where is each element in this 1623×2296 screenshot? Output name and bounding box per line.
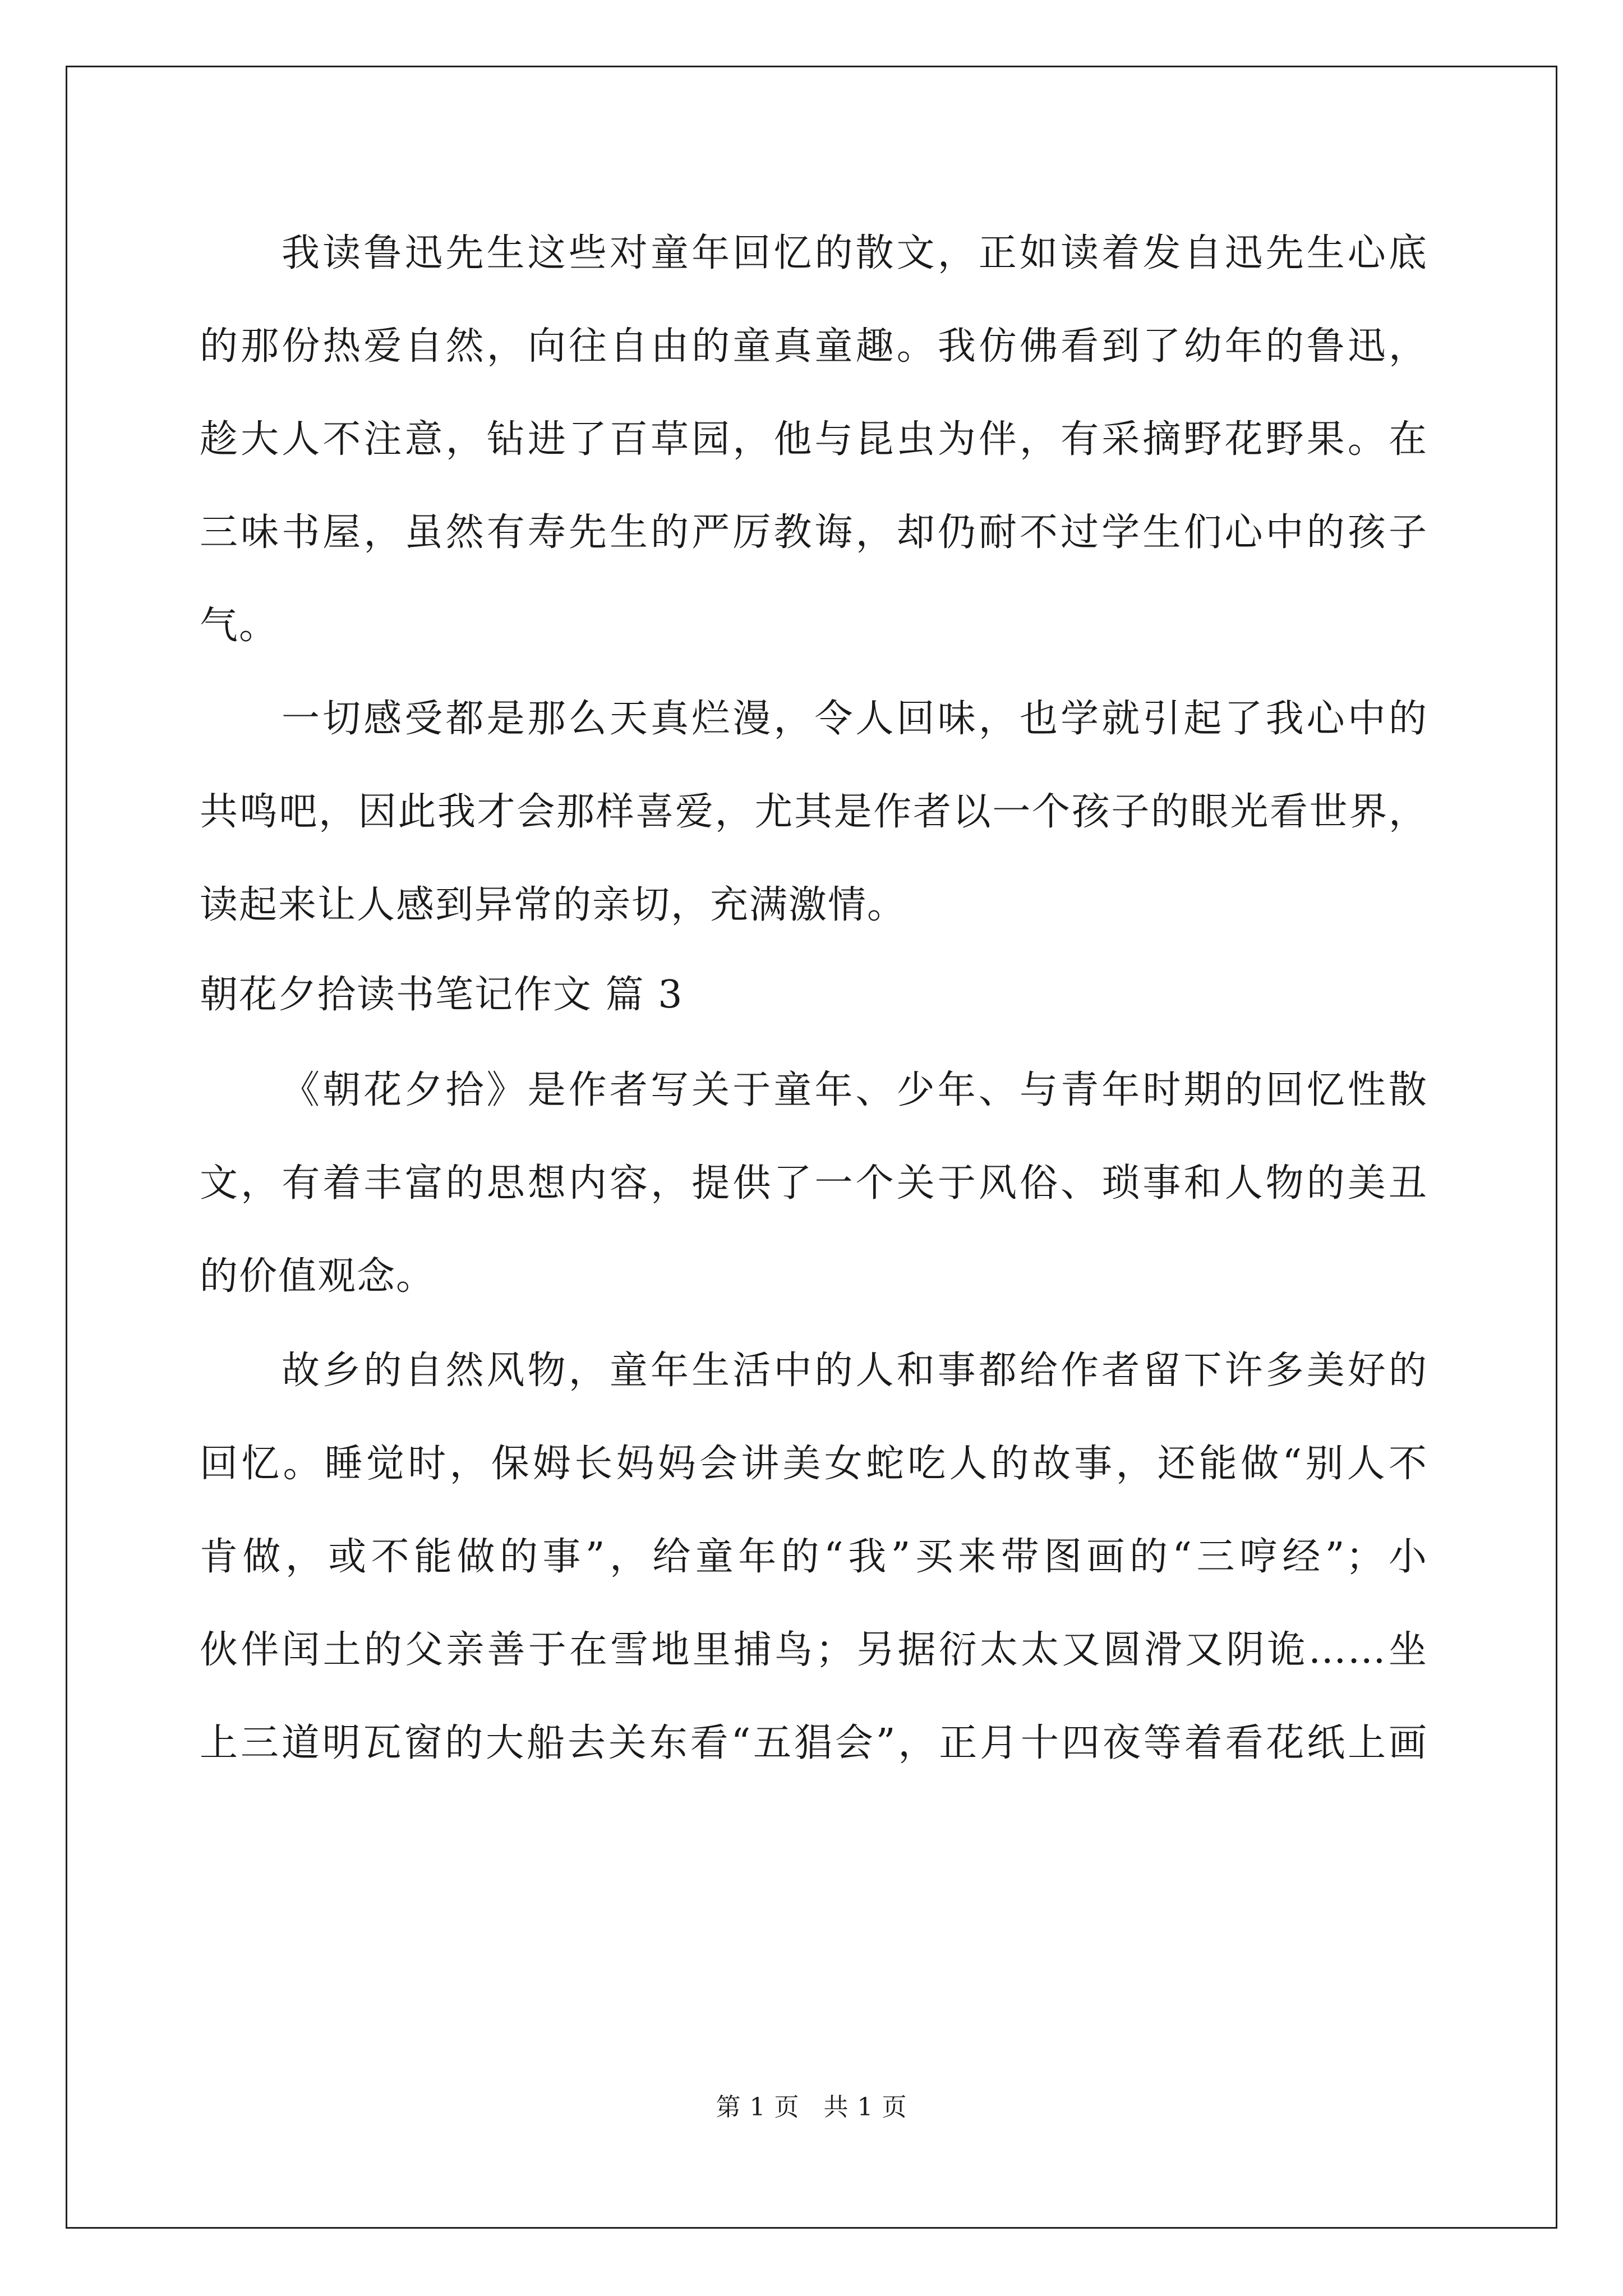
paragraph-2-line-1: 一切感受都是那么天真烂漫，令人回味，也学就引起了我心中的 bbox=[282, 697, 1428, 741]
paragraph-3-line-2: 文，有着丰富的思想内容，提供了一个关于风俗、琐事和人物的美丑 bbox=[200, 1161, 1428, 1205]
paragraph-4-line-4: 伙伴闰土的父亲善于在雪地里捕鸟；另据衍太太又圆滑又阴诡……坐 bbox=[200, 1628, 1428, 1672]
paragraph-4-line-3: 肯做，或不能做的事”，给童年的“我”买来带图画的“三哼经”；小 bbox=[200, 1535, 1428, 1579]
paragraph-1-line-5: 气。 bbox=[200, 604, 279, 648]
paragraph-2-line-2: 共鸣吧，因此我才会那样喜爱，尤其是作者以一个孩子的眼光看世界， bbox=[200, 790, 1428, 834]
paragraph-1-line-3: 趁大人不注意，钻进了百草园，他与昆虫为伴，有采摘野花野果。在 bbox=[200, 417, 1428, 462]
page-number: 第 1 页 bbox=[716, 2093, 800, 2122]
paragraph-4-line-5: 上三道明瓦窗的大船去关东看“五猖会”，正月十四夜等着看花纸上画 bbox=[200, 1721, 1428, 1765]
paragraph-3-line-3: 的价值观念。 bbox=[200, 1254, 436, 1299]
paragraph-3-line-1: 《朝花夕拾》是作者写关于童年、少年、与青年时期的回忆性散 bbox=[282, 1068, 1428, 1112]
page-total: 共 1 页 bbox=[823, 2093, 907, 2122]
paragraph-1-line-4: 三味书屋，虽然有寿先生的严厉教诲，却仍耐不过学生们心中的孩子 bbox=[200, 510, 1428, 555]
section-heading: 朝花夕拾读书笔记作文 篇 3 bbox=[200, 973, 684, 1017]
page-footer bbox=[0, 2087, 1623, 2123]
page-border bbox=[66, 66, 1557, 2229]
paragraph-1-line-1: 我读鲁迅先生这些对童年回忆的散文，正如读着发自迅先生心底 bbox=[282, 231, 1428, 275]
paragraph-4-line-1: 故乡的自然风物，童年生活中的人和事都给作者留下许多美好的 bbox=[282, 1349, 1428, 1393]
paragraph-2-line-3: 读起来让人感到异常的亲切，充满激情。 bbox=[200, 883, 907, 927]
paragraph-1-line-2: 的那份热爱自然，向往自由的童真童趣。我仿佛看到了幼年的鲁迅， bbox=[200, 324, 1428, 369]
paragraph-4-line-2: 回忆。睡觉时，保姆长妈妈会讲美女蛇吃人的故事，还能做“别人不 bbox=[200, 1442, 1428, 1486]
